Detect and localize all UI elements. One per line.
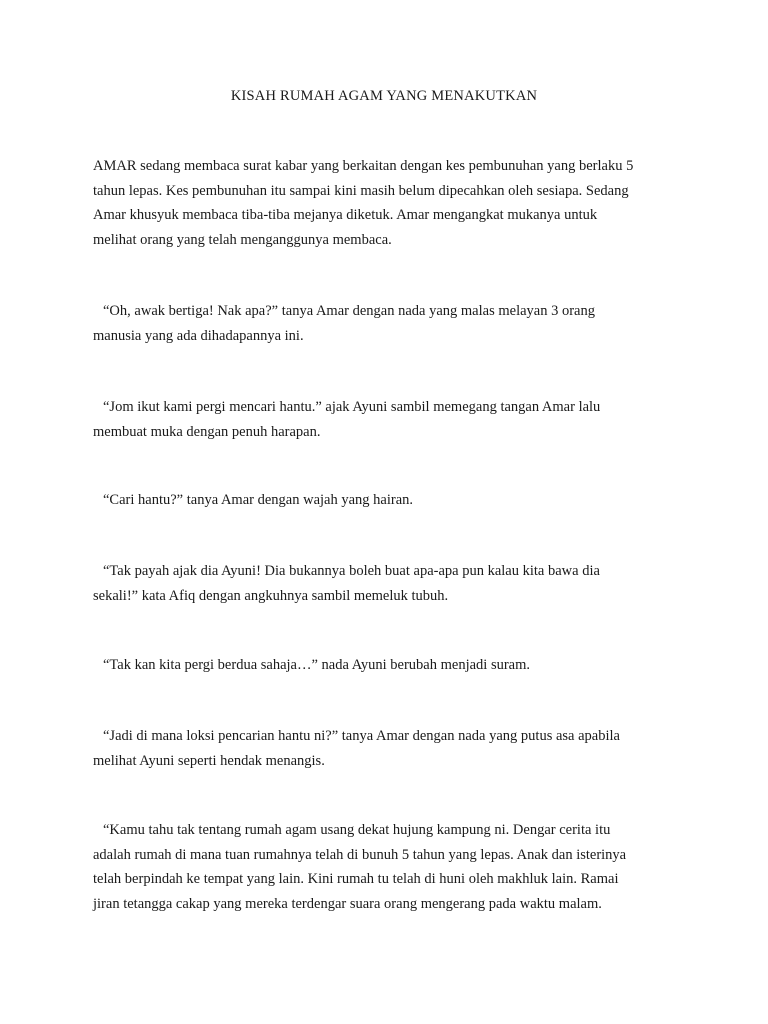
paragraph-line: “Cari hantu?” tanya Amar dengan wajah yang hairan. [103, 492, 414, 508]
paragraph-line: “Jom ikut kami pergi mencari hantu.” ajak Ayuni sambil memegang tangan Amar lalu [103, 399, 601, 415]
paragraph-line: melihat orang yang telah menganggunya membaca. [93, 231, 392, 248]
paragraph-7 [93, 724, 683, 773]
paragraph-2 [93, 299, 683, 348]
paragraph-line: Amar khusyuk membaca tiba-tiba mejanya diketuk. Amar mengangkat mukanya untuk [93, 207, 598, 223]
paragraph-3 [93, 395, 683, 444]
paragraph-line: adalah rumah di mana tuan rumahnya telah di bunuh 5 tahun yang lepas. Anak dan isterinya [93, 846, 627, 863]
paragraph-6 [93, 653, 683, 678]
paragraph-4 [93, 488, 683, 513]
paragraph-line: sekali!” kata Afiq dengan angkuhnya sambil memeluk tubuh. [93, 587, 449, 604]
paragraph-line: tahun lepas. Kes pembunuhan itu sampai kini masih belum dipecahkan oleh sesiapa. Sedang [93, 182, 629, 199]
document-title: KISAH RUMAH AGAM YANG MENAKUTKAN [230, 88, 538, 104]
paragraph-line: “Jadi di mana loksi pencarian hantu ni?” tanya Amar dengan nada yang putus asa apabila [103, 728, 620, 744]
paragraph-line: AMAR sedang membaca surat kabar yang berkaitan dengan kes pembunuhan yang berlaku 5 [93, 158, 634, 174]
paragraph-1 [93, 154, 683, 252]
paragraph-line: “Tak payah ajak dia Ayuni! Dia bukannya boleh buat apa-apa pun kalau kita bawa dia [103, 563, 600, 579]
paragraph-line: manusia yang ada dihadapannya ini. [93, 327, 304, 344]
paragraph-line: jiran tetangga cakap yang mereka terdengar suara orang mengerang pada waktu malam. [93, 895, 602, 912]
paragraph-line: “Oh, awak bertiga! Nak apa?” tanya Amar dengan nada yang malas melayan 3 orang [103, 303, 595, 319]
paragraph-line: membuat muka dengan penuh harapan. [93, 423, 321, 440]
paragraph-line: “Kamu tahu tak tentang rumah agam usang dekat hujung kampung ni. Dengar cerita itu [103, 822, 611, 838]
paragraph-line: telah berpindah ke tempat yang lain. Kini rumah tu telah di huni oleh makhluk lain. Ramai [93, 871, 619, 887]
paragraph-line: “Tak kan kita pergi berdua sahaja…” nada Ayuni berubah menjadi suram. [103, 657, 530, 673]
paragraph-line: melihat Ayuni seperti hendak menangis. [93, 752, 325, 769]
paragraph-8 [93, 818, 683, 916]
paragraph-5 [93, 559, 683, 608]
